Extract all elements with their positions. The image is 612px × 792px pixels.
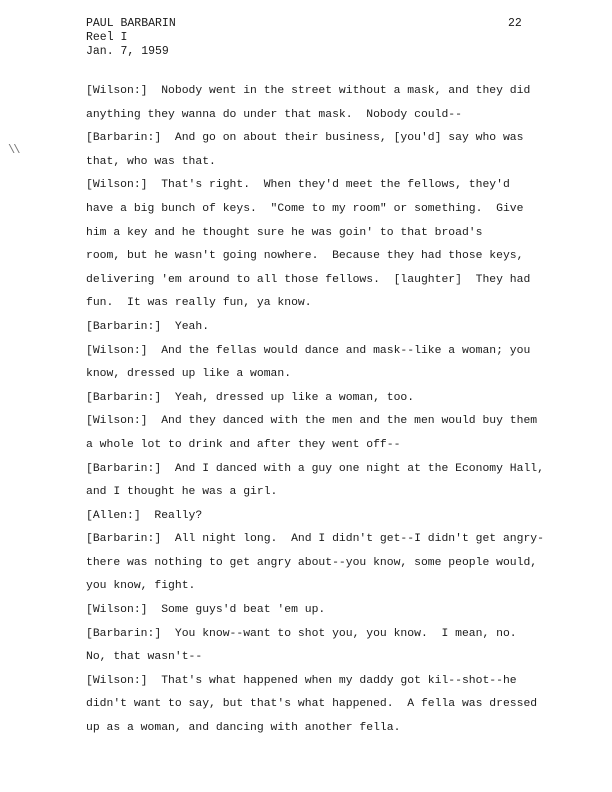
transcript-line: didn't want to say, but that's what happened. A fella was dressed	[86, 698, 538, 711]
transcript-line: room, but he wasn't going nowhere. Because they had those keys,	[86, 250, 524, 263]
transcript-line: [Barbarin:] Yeah, dressed up like a woman, too.	[86, 391, 415, 404]
transcript-line: [Wilson:] And the fellas would dance and mask--like a woman; you	[86, 344, 531, 357]
transcript-line: fun. It was really fun, ya know.	[86, 297, 312, 310]
transcript-line: delivering 'em around to all those fellows. [laughter] They had	[86, 273, 531, 286]
transcript-line: and I thought he was a girl.	[86, 486, 278, 499]
transcript-line: anything they wanna do under that mask. Nobody could--	[86, 108, 462, 121]
transcript-line: know, dressed up like a woman.	[86, 368, 292, 381]
transcript-line: that, who was that.	[86, 155, 216, 168]
transcript-line: him a key and he thought sure he was goin' to that broad's	[86, 226, 483, 239]
stray-mark: \\	[8, 143, 19, 157]
transcript-line: [Barbarin:] You know--want to shot you, you know. I mean, no.	[86, 627, 517, 640]
interview-date: Jan. 7, 1959	[86, 45, 169, 58]
transcript-line: [Barbarin:] And I danced with a guy one night at the Economy Hall,	[86, 462, 544, 475]
transcript-line: [Wilson:] Some guys'd beat 'em up.	[86, 604, 326, 617]
transcript-line: [Wilson:] That's right. When they'd meet the fellows, they'd	[86, 179, 510, 192]
interviewee-name: PAUL BARBARIN	[86, 17, 176, 30]
transcript-line: [Barbarin:] All night long. And I didn't get--I didn't get angry-	[86, 533, 544, 546]
transcript-line: [Barbarin:] And go on about their business, [you'd] say who was	[86, 132, 524, 145]
transcript-line: [Wilson:] Nobody went in the street without a mask, and they did	[86, 85, 531, 97]
transcript-line: a whole lot to drink and after they went off--	[86, 438, 401, 451]
transcript-body	[86, 80, 586, 741]
transcript-line: up as a woman, and dancing with another fella.	[86, 722, 401, 735]
reel-label: Reel I	[86, 31, 128, 44]
transcript-line: have a big bunch of keys. "Come to my room" or something. Give	[86, 202, 524, 215]
transcript-line: [Wilson:] And they danced with the men and the men would buy them	[86, 415, 538, 428]
transcript-line: No, that wasn't--	[86, 651, 203, 664]
transcript-line: there was nothing to get angry about--you know, some people would,	[86, 556, 538, 569]
page-number: 22	[508, 17, 522, 30]
page-header	[86, 17, 176, 59]
transcript-line: [Barbarin:] Yeah.	[86, 320, 210, 333]
transcript-line: [Wilson:] That's what happened when my daddy got kil--shot--he	[86, 674, 517, 687]
transcript-line: you know, fight.	[86, 580, 196, 593]
transcript-line: [Allen:] Really?	[86, 509, 203, 522]
